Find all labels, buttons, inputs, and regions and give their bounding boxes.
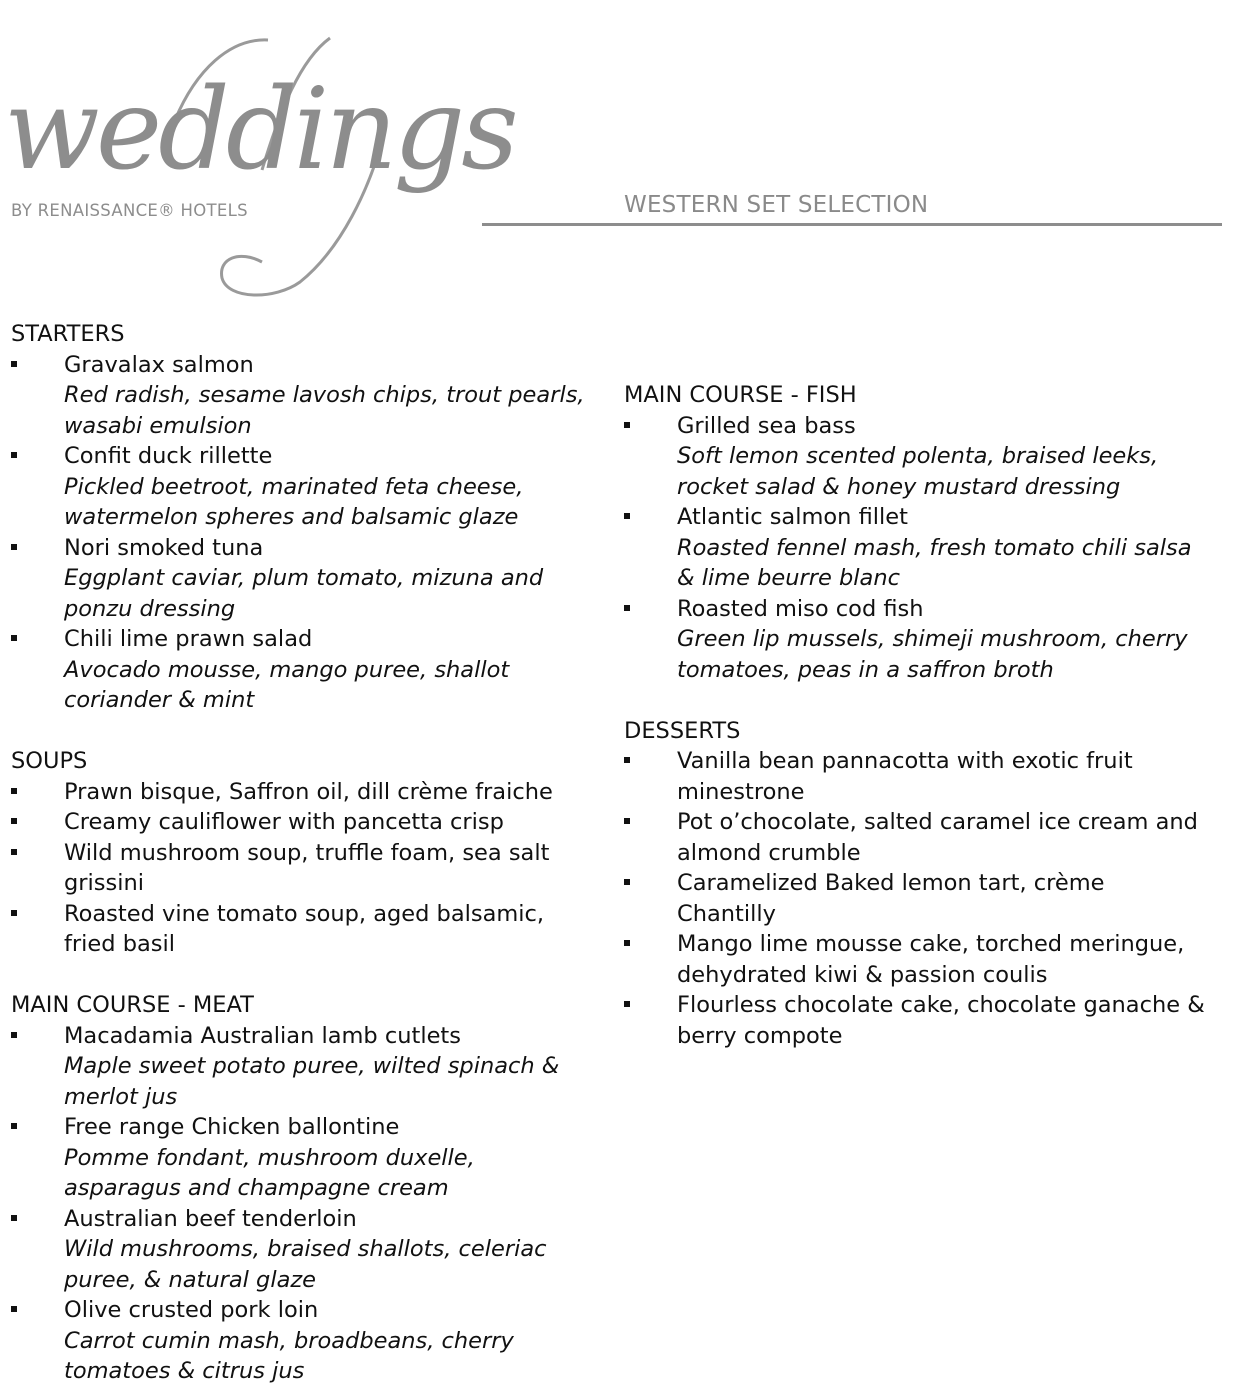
item-description: Soft lemon scented polenta, braised leeks, rocket salad & honey mustard dressing xyxy=(677,443,1159,500)
item-description: Maple sweet potato puree, wilted spinach & merlot jus xyxy=(64,1053,560,1110)
menu-item xyxy=(624,807,1207,868)
menu-item xyxy=(624,990,1207,1051)
item-name: Gravalax salmon xyxy=(64,351,254,378)
item-name: Free range Chicken ballontine xyxy=(64,1114,400,1140)
menu-item xyxy=(624,411,1207,503)
menu-item xyxy=(11,624,594,716)
item-name: Roasted miso cod fish xyxy=(677,595,924,622)
item-name: Olive crusted pork loin xyxy=(64,1297,319,1323)
item-name: Macadamia Australian lamb cutlets xyxy=(64,1022,461,1049)
item-name: Roasted vine tomato soup, aged balsamic, fried basil xyxy=(64,900,545,957)
menu-item xyxy=(11,350,594,442)
menu-item xyxy=(624,868,1207,929)
left-column xyxy=(11,319,611,1387)
bullet-icon xyxy=(11,1215,17,1221)
menu-item xyxy=(624,594,1207,686)
item-description: Carrot cumin mash, broadbeans, cherry tomatoes & citrus jus xyxy=(64,1327,514,1384)
bullet-icon xyxy=(11,910,17,916)
bullet-icon xyxy=(624,818,630,824)
bullet-icon xyxy=(11,849,17,855)
bullet-icon xyxy=(11,635,17,641)
logo-script: weddings xyxy=(4,65,515,195)
item-name: Grilled sea bass xyxy=(677,412,856,439)
item-name: Australian beef tenderloin xyxy=(64,1205,357,1232)
menu-item xyxy=(11,777,594,808)
section-title: STARTERS xyxy=(11,321,125,347)
item-name: Wild mushroom soup, truffle foam, sea salt grissini xyxy=(64,839,550,896)
bullet-icon xyxy=(624,1001,630,1007)
item-name: Creamy cauliflower with pancetta crisp xyxy=(64,809,504,835)
right-column xyxy=(624,380,1224,1051)
item-name: Flourless chocolate cake, chocolate ganache & berry compote xyxy=(677,992,1205,1049)
menu-item xyxy=(11,1112,594,1204)
menu-item xyxy=(624,746,1207,807)
item-description: Pickled beetroot, marinated feta cheese, watermelon spheres and balsamic glaze xyxy=(64,473,524,530)
item-description: Avocado mousse, mango puree, shallot coriander & mint xyxy=(64,656,510,713)
menu-item xyxy=(624,502,1207,594)
bullet-icon xyxy=(624,879,630,885)
item-name: Confit duck rillette xyxy=(64,443,273,469)
logo-byline: BY RENAISSANCE® HOTELS xyxy=(11,201,248,220)
section-title: SOUPS xyxy=(11,748,88,774)
item-name: Atlantic salmon fillet xyxy=(677,504,908,530)
bullet-icon xyxy=(11,788,17,794)
bullet-icon xyxy=(624,940,630,946)
item-name: Caramelized Baked lemon tart, crème Chantilly xyxy=(677,870,1105,927)
item-name: Vanilla bean pannacotta with exotic fruit minestrone xyxy=(677,748,1133,805)
section-starters xyxy=(11,319,611,716)
item-description: Red radish, sesame lavosh chips, trout pearls, wasabi emulsion xyxy=(64,382,585,439)
item-name: Pot o’chocolate, salted caramel ice cream and almond crumble xyxy=(677,809,1198,866)
section-soups xyxy=(11,746,611,960)
weddings-logo xyxy=(0,0,515,305)
menu-item xyxy=(624,929,1207,990)
bullet-icon xyxy=(624,513,630,519)
bullet-icon xyxy=(11,1306,17,1312)
bullet-icon xyxy=(11,544,17,550)
menu-item xyxy=(11,441,594,533)
bullet-icon xyxy=(11,1123,17,1129)
item-description: Pomme fondant, mushroom duxelle, asparagus and champagne cream xyxy=(64,1144,475,1201)
section-desserts xyxy=(624,716,1224,1052)
bullet-icon xyxy=(11,361,17,367)
item-description: Roasted fennel mash, fresh tomato chili salsa & lime beurre blanc xyxy=(677,534,1192,591)
bullet-icon xyxy=(11,1032,17,1038)
section-title: MAIN COURSE - FISH xyxy=(624,382,857,408)
item-name: Prawn bisque, Saffron oil, dill crème fraiche xyxy=(64,778,553,805)
bullet-icon xyxy=(624,605,630,611)
item-name: Chili lime prawn salad xyxy=(64,626,313,652)
bullet-icon xyxy=(624,757,630,763)
item-description: Eggplant caviar, plum tomato, mizuna and ponzu dressing xyxy=(64,565,544,622)
menu-item xyxy=(11,838,594,899)
section-title: DESSERTS xyxy=(624,717,741,744)
bullet-icon xyxy=(11,818,17,824)
menu-item xyxy=(11,1204,594,1296)
item-description: Wild mushrooms, braised shallots, celeriac puree, & natural glaze xyxy=(64,1236,547,1293)
title-rule xyxy=(482,223,1222,226)
bullet-icon xyxy=(624,422,630,428)
item-name: Nori smoked tuna xyxy=(64,534,264,561)
bullet-icon xyxy=(11,452,17,458)
menu-item xyxy=(11,1295,594,1387)
section-main-course-fish xyxy=(624,380,1224,685)
menu-item xyxy=(11,1021,594,1113)
section-title: MAIN COURSE - MEAT xyxy=(11,992,254,1018)
item-description: Green lip mussels, shimeji mushroom, cherry tomatoes, peas in a saffron broth xyxy=(677,626,1188,683)
menu-item xyxy=(11,899,594,960)
menu-item xyxy=(11,533,594,625)
menu-item xyxy=(11,807,594,838)
item-name: Mango lime mousse cake, torched meringue, dehydrated kiwi & passion coulis xyxy=(677,931,1185,988)
page-title: WESTERN SET SELECTION xyxy=(624,192,929,218)
section-main-course-meat xyxy=(11,990,611,1387)
